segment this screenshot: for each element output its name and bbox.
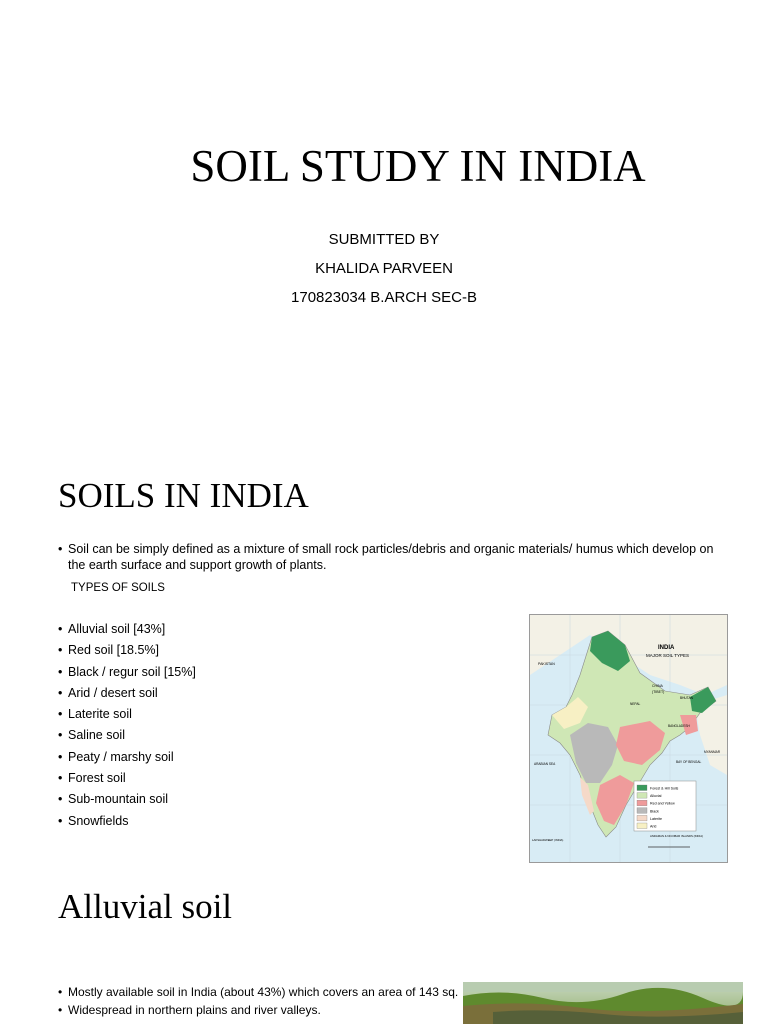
map-label-andaman: ANDAMAN & NICOBAR ISLANDS (INDIA) (650, 834, 703, 838)
submitted-by-label: SUBMITTED BY (328, 231, 440, 248)
map-label-myanmar: MYANMAR (704, 750, 721, 754)
legend-swatch (637, 793, 647, 799)
legend-swatch (637, 823, 647, 829)
india-soil-map (529, 614, 728, 863)
section-heading-alluvial: Alluvial soil (58, 887, 233, 926)
intro-paragraph: • Soil can be simply defined as a mixture of small rock particles/debris and organic materials/ humus which develop on the earth surface and support growth of plants. (58, 541, 728, 573)
types-label: TYPES OF SOILS (71, 582, 165, 594)
map-label-pakistan: PAKISTAN (538, 662, 555, 666)
legend-label: Alluvial (650, 794, 662, 799)
map-label-bhutan: BHUTAN (680, 696, 693, 700)
legend-label: Arid (650, 824, 657, 829)
section-heading-soils: SOILS IN INDIA (58, 476, 309, 515)
map-label-lakshadweep: LAKSHADWEEP (INDIA) (532, 838, 564, 842)
map-label-bay-of-bengal: BAY OF BENGAL (676, 760, 702, 764)
list-item: • Sub-mountain soil (58, 791, 196, 812)
legend-label: Black (650, 809, 659, 814)
legend-swatch (637, 815, 647, 821)
list-item: • Peaty / marshy soil (58, 749, 196, 770)
alluvial-soil-photo (463, 982, 743, 1024)
list-item: • Arid / desert soil (58, 685, 196, 706)
legend-label: Forest & Hill Soils (650, 786, 679, 791)
legend-swatch (637, 800, 647, 806)
map-label-china: CHINA (652, 684, 663, 688)
map-title: INDIA (658, 645, 675, 651)
list-item: • Widespread in northern plains and river valleys. (58, 1001, 458, 1019)
list-item: • Red soil [18.5%] (58, 642, 196, 663)
author-name: KHALIDA PARVEEN (315, 260, 453, 277)
list-item: • Forest soil (58, 770, 196, 791)
list-item: • Mostly available soil in India (about 43%) which covers an area of 143 sq. (58, 983, 458, 1001)
soil-types-list (58, 621, 196, 834)
alluvial-bullet-list (58, 983, 458, 1019)
list-item: • Snowfields (58, 813, 196, 834)
map-subtitle: MAJOR SOIL TYPES (646, 653, 690, 658)
legend-label: Red and Yellow (650, 801, 675, 806)
page-title: SOIL STUDY IN INDIA (190, 141, 646, 191)
list-item: • Black / regur soil [15%] (58, 664, 196, 685)
legend-swatch (637, 785, 647, 791)
roll-number: 170823034 B.ARCH SEC-B (291, 289, 477, 306)
list-item: • Alluvial soil [43%] (58, 621, 196, 642)
map-legend (634, 781, 696, 831)
map-label-tibet: (TIBET) (652, 690, 665, 694)
map-label-arabian-sea: ARABIAN SEA (534, 762, 556, 766)
legend-swatch (637, 808, 647, 814)
red-region-east (616, 721, 665, 765)
map-label-nepal: NEPAL (630, 702, 641, 706)
legend-label: Laterite (650, 816, 662, 821)
map-label-bangladesh: BANGLADESH (668, 724, 690, 728)
list-item: • Saline soil (58, 727, 196, 748)
list-item: • Laterite soil (58, 706, 196, 727)
